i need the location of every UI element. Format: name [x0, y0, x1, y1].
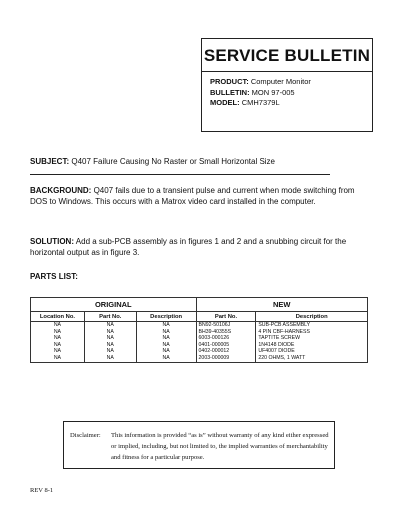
cell-orig-part: NA — [84, 329, 136, 336]
cell-orig-desc: NA — [136, 348, 196, 355]
cell-location: NA — [31, 342, 85, 349]
parts-column-header — [31, 312, 368, 322]
cell-orig-part: NA — [84, 322, 136, 329]
group-original: ORIGINAL — [31, 298, 197, 312]
col-new-part-no: Part No. — [196, 312, 256, 322]
solution-text: Add a sub-PCB assembly as in figures 1 and 2 and a snubbing circuit for the horizontal output as in figure 3. — [30, 237, 347, 257]
table-row — [31, 335, 368, 342]
model-value: CMH7379L — [241, 98, 280, 107]
cell-new-desc: 220 OHMS, 1 WATT — [256, 355, 368, 362]
background-section — [30, 186, 370, 207]
cell-location: NA — [31, 322, 85, 329]
table-row — [31, 329, 368, 336]
cell-orig-desc: NA — [136, 322, 196, 329]
bulletin-line — [210, 88, 311, 99]
disclaimer-label: Disclaimer: — [70, 432, 101, 439]
cell-new-desc: TAPTITE SCREW — [256, 335, 368, 342]
cell-new-desc: UF4007 DIODE — [256, 348, 368, 355]
parts-table — [30, 297, 368, 363]
model-line — [210, 98, 311, 109]
revision-label: REV 8-1 — [30, 487, 54, 494]
cell-orig-desc: NA — [136, 342, 196, 349]
cell-new-part: BH39-40355S — [196, 329, 256, 336]
cell-orig-desc: NA — [136, 355, 196, 362]
bulletin-label: BULLETIN: — [210, 87, 250, 97]
cell-new-part: 6003-000126 — [196, 335, 256, 342]
product-line — [210, 77, 311, 88]
cell-orig-desc: NA — [136, 329, 196, 336]
table-row — [31, 355, 368, 362]
group-new: NEW — [196, 298, 367, 312]
cell-location: NA — [31, 335, 85, 342]
product-value: Computer Monitor — [250, 77, 311, 86]
cell-new-part: BN92-50106J — [196, 322, 256, 329]
subject-rule — [30, 174, 330, 175]
cell-new-desc: SUB-PCB ASSEMBLY — [256, 322, 368, 329]
product-label: PRODUCT: — [210, 77, 249, 86]
subject-label: SUBJECT: — [30, 157, 70, 166]
cell-orig-part: NA — [84, 348, 136, 355]
solution-section — [30, 237, 370, 258]
col-original-description: Description — [136, 312, 196, 322]
cell-location: NA — [31, 355, 85, 362]
cell-new-part: 2003-000009 — [196, 355, 256, 362]
table-row — [31, 348, 368, 355]
bulletin-meta — [210, 77, 311, 109]
model-label: MODEL: — [210, 98, 240, 107]
table-row — [31, 342, 368, 349]
subject-section — [30, 157, 370, 168]
background-label: BACKGROUND: — [30, 186, 92, 195]
cell-location: NA — [31, 329, 85, 336]
col-original-part-no: Part No. — [84, 312, 136, 322]
cell-new-part: 0402-000012 — [196, 348, 256, 355]
bulletin-value: MON 97-005 — [251, 87, 295, 97]
col-location-no: Location No. — [31, 312, 85, 322]
cell-orig-part: NA — [84, 335, 136, 342]
subject-text: Q407 Failure Causing No Raster or Small Horizontal Size — [71, 157, 275, 166]
cell-orig-desc: NA — [136, 335, 196, 342]
table-row — [31, 322, 368, 329]
cell-new-part: 0401-000005 — [196, 342, 256, 349]
cell-orig-part: NA — [84, 342, 136, 349]
parts-list-label: PARTS LIST: — [30, 272, 78, 281]
bulletin-title: SERVICE BULLETIN — [203, 46, 371, 65]
background-text: Q407 fails due to a transient pulse and current when mode switching from DOS to Windows. This occurs with a Matrox video card installed in the computer. — [30, 186, 355, 206]
parts-group-header — [31, 298, 368, 312]
cell-new-desc: 1N4148 DIODE — [256, 342, 368, 349]
solution-label: SOLUTION: — [30, 237, 74, 246]
cell-location: NA — [31, 348, 85, 355]
cell-orig-part: NA — [84, 355, 136, 362]
cell-new-desc: 4 PIN CBF-HARNESS — [256, 329, 368, 336]
disclaimer-box — [63, 421, 335, 469]
bulletin-header-box — [201, 38, 373, 132]
header-divider — [202, 71, 372, 72]
disclaimer-text: This information is provided “as is” without warranty of any kind either expressed or implied, including, but not limited to, the implied warranties of merchantability and fitness for a particular purpose. — [111, 432, 329, 461]
col-new-description: Description — [256, 312, 368, 322]
